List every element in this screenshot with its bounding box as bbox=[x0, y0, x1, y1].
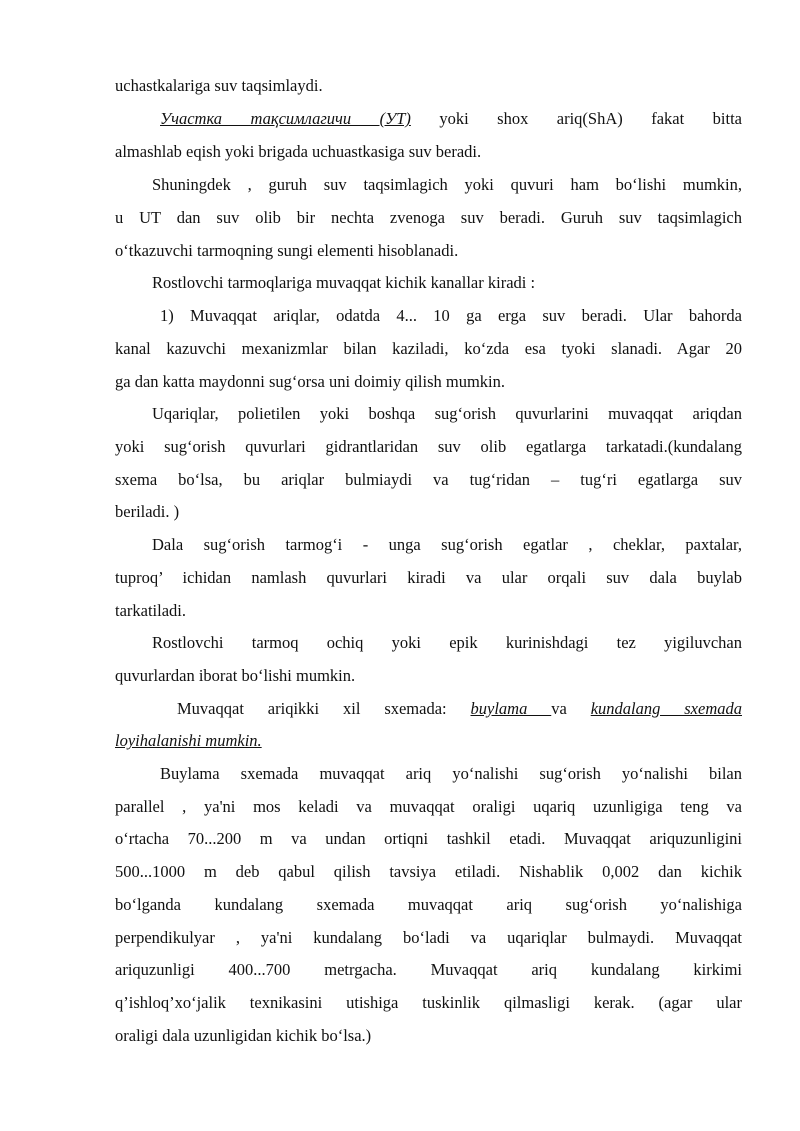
underlined-term-buylama: buylama bbox=[470, 699, 552, 718]
text-fragment: yoki shox ariq(ShA) fakat bitta bbox=[410, 109, 742, 128]
text-line-13: sxema bo‘lsa, bu ariqlar bulmiaydi va tug‘ridan – tug‘ri egatlarga suv bbox=[115, 470, 742, 489]
text-line-9: kanal kazuvchi mexanizmlar bilan kaziladi, ko‘zda esa tyoki slanadi. Agar 20 bbox=[115, 339, 742, 358]
text-line-14: beriladi. ) bbox=[115, 502, 180, 521]
text-line-11: Uqariqlar, polietilen yoki boshqa sug‘orish quvurlarini muvaqqat ariqdan bbox=[152, 404, 742, 423]
text-fragment: Muvaqqat ariqikki xil sxemada: bbox=[177, 699, 471, 718]
text-line-10: ga dan katta maydonni sug‘orsa uni doimiy qilish mumkin. bbox=[115, 372, 505, 391]
text-line-20 bbox=[177, 694, 742, 724]
text-line-25: 500...1000 m deb qabul qilish tavsiya etiladi. Nishablik 0,002 dan kichik bbox=[115, 862, 742, 881]
text-fragment: va bbox=[551, 699, 591, 718]
text-line-21 bbox=[115, 726, 742, 756]
text-line-6: o‘tkazuvchi tarmoqning sungi elementi hisoblanadi. bbox=[115, 241, 459, 260]
text-line-24: o‘rtacha 70...200 m va undan ortiqni tashkil etadi. Muvaqqat ariquzunligini bbox=[115, 829, 742, 848]
text-line-12: yoki sug‘orish quvurlari gidrantlaridan suv olib egatlarga tarkatadi.(kundalang bbox=[115, 437, 742, 456]
underlined-term-kundalang: kundalang sxemada bbox=[590, 699, 742, 718]
text-line-28: ariquzunligi 400...700 metrgacha. Muvaqqat ariq kundalang kirkimi bbox=[115, 960, 742, 979]
underlined-phrase: loyihalanishi mumkin. bbox=[115, 731, 262, 750]
text-line-27: perpendikulyar , ya'ni kundalang bo‘ladi va uqariqlar bulmaydi. Muvaqqat bbox=[115, 928, 742, 947]
text-line-29: q’ishloq’xo‘jalik texnikasini utishiga tuskinlik qilmasligi kerak. (agar ular bbox=[115, 993, 742, 1012]
text-line-7: Rostlovchi tarmoqlariga muvaqqat kichik kanallar kiradi : bbox=[152, 273, 536, 292]
text-line-19: quvurlardan iborat bo‘lishi mumkin. bbox=[115, 666, 356, 685]
text-line-3: almashlab eqish yoki brigada uchuastkasiga suv beradi. bbox=[115, 142, 482, 161]
text-line-4: Shuningdek , guruh suv taqsimlagich yoki quvuri ham bo‘lishi mumkin, bbox=[152, 175, 742, 194]
text-line-15: Dala sug‘orish tarmog‘i - unga sug‘orish egatlar , cheklar, paxtalar, bbox=[152, 535, 742, 554]
text-line-2 bbox=[160, 104, 742, 134]
text-line-1: uchastkalariga suv taqsimlaydi. bbox=[115, 76, 323, 95]
text-line-16: tuproq’ ichidan namlash quvurlari kiradi va ular orqali suv dala buylab bbox=[115, 568, 742, 587]
text-line-18: Rostlovchi tarmoq ochiq yoki epik kurinishdagi tez yigiluvchan bbox=[152, 633, 742, 652]
text-line-26: bo‘lganda kundalang sxemada muvaqqat ariq sug‘orish yo‘nalishiga bbox=[115, 895, 742, 914]
text-line-30: oraligi dala uzunligidan kichik bo‘lsa.) bbox=[115, 1026, 372, 1045]
text-line-8: 1) Muvaqqat ariqlar, odatda 4... 10 ga erga suv beradi. Ular bahorda bbox=[160, 306, 742, 325]
text-line-22: Buylama sxemada muvaqqat ariq yo‘nalishi sug‘orish yo‘nalishi bilan bbox=[160, 764, 742, 783]
text-line-23: parallel , ya'ni mos keladi va muvaqqat oraligi uqariq uzunligiga teng va bbox=[115, 797, 742, 816]
text-line-5: u UT dan suv olib bir nechta zvenoga suv beradi. Guruh suv taqsimlagich bbox=[115, 208, 742, 227]
text-line-17: tarkatiladi. bbox=[115, 601, 187, 620]
underlined-term: Участка тақсимлагичи (УТ) bbox=[160, 109, 411, 128]
